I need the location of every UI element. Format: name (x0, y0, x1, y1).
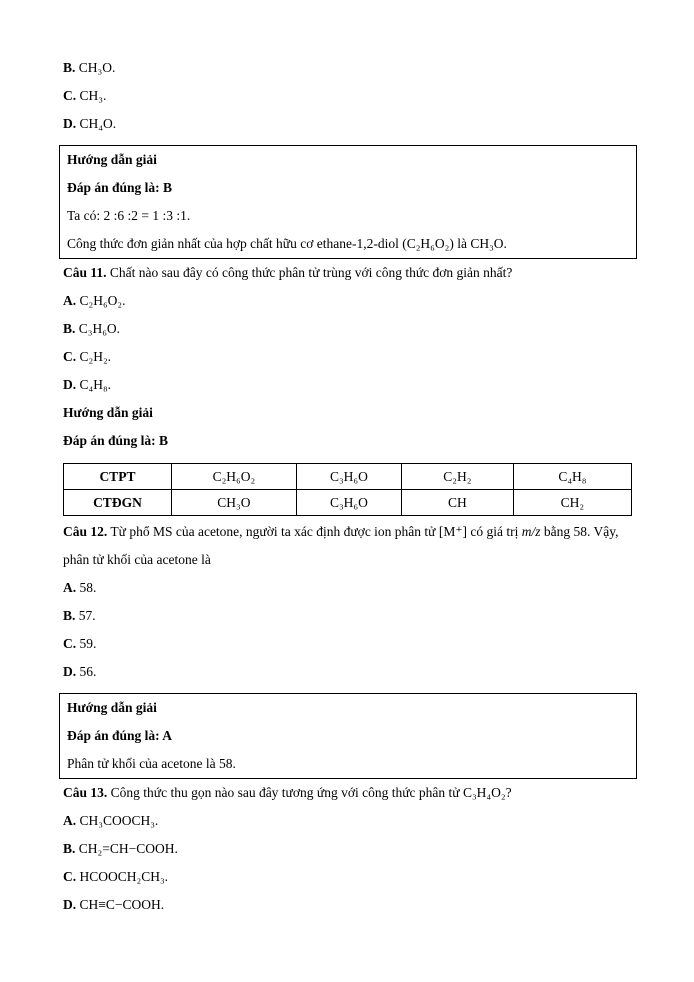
solution-heading: Hướng dẫn giải (67, 700, 157, 715)
option-text: 59. (76, 636, 97, 651)
question-text: Chất nào sau đây có công thức phân tử trùng với công thức đơn giản nhất? (106, 265, 513, 280)
table-cell: CH₂ (513, 490, 631, 516)
question-label: Câu 13. (63, 785, 108, 800)
table-row (64, 490, 632, 516)
option-letter: C. (63, 88, 77, 103)
table-cell: C₃H₆O (296, 464, 401, 490)
answer-option-q12-b (63, 602, 632, 630)
question-13 (63, 779, 632, 807)
table-cell: C₃H₆O (296, 490, 401, 516)
option-text: CH₄O. (76, 116, 117, 131)
table-row (64, 464, 632, 490)
answer-option-q12-c (63, 630, 632, 658)
table-cell-header: CTĐGN (64, 490, 172, 516)
solution-heading: Hướng dẫn giải (63, 405, 153, 420)
answer-option-q11-a (63, 287, 632, 315)
solution-heading: Hướng dẫn giải (67, 152, 157, 167)
option-letter: B. (63, 60, 76, 75)
option-text: 56. (76, 664, 97, 679)
table-cell: CH₃O (171, 490, 296, 516)
option-letter: A. (63, 813, 77, 828)
question-label: Câu 11. (63, 265, 107, 280)
answer-option-q10-c (63, 82, 632, 110)
option-letter: D. (63, 377, 77, 392)
solution-line: Ta có: 2 :6 :2 = 1 :3 :1. (67, 208, 191, 223)
option-text: HCOOCH₂CH₃. (76, 869, 169, 884)
option-letter: B. (63, 608, 76, 623)
option-text: CH₂=CH−COOH. (75, 841, 178, 856)
option-letter: B. (63, 321, 76, 336)
table-cell: C₂H₂ (401, 464, 513, 490)
question-11 (63, 259, 632, 287)
answer-option-q13-d (63, 891, 632, 919)
option-letter: A. (63, 580, 77, 595)
option-letter: C. (63, 349, 77, 364)
option-letter: A. (63, 293, 77, 308)
option-text: 57. (75, 608, 96, 623)
option-letter: D. (63, 897, 77, 912)
option-text: CH₃. (76, 88, 107, 103)
option-text: C₂H₆O₂. (76, 293, 126, 308)
option-text: C₃H₆O. (75, 321, 121, 336)
table-cell: C₄H₈ (513, 464, 631, 490)
option-letter: D. (63, 664, 77, 679)
answer-option-q13-c (63, 863, 632, 891)
question-text: Từ phổ MS của acetone, người ta xác định được ion phân tử [M⁺] có giá trị (107, 524, 522, 539)
question-text: bằng 58. Vậy, phân tử khối của acetone là (63, 524, 619, 567)
question-text: Công thức thu gọn nào sau đây tương ứng với công thức phân tử C₃H₄O₂? (107, 785, 512, 800)
option-text: C₂H₂. (76, 349, 112, 364)
answer-option-q10-b (63, 54, 632, 82)
answer-option-q11-d (63, 371, 632, 399)
answer-option-q10-d (63, 110, 632, 138)
answer-option-q13-b (63, 835, 632, 863)
option-text: CH≡C−COOH. (76, 897, 165, 912)
table-cell: CH (401, 490, 513, 516)
answer-option-q13-a (63, 807, 632, 835)
option-letter: C. (63, 869, 77, 884)
option-text: 58. (76, 580, 97, 595)
answer-option-q12-d (63, 658, 632, 686)
option-letter: B. (63, 841, 76, 856)
solution-box-q10 (59, 145, 637, 259)
option-text: CH₃COOCH₃. (76, 813, 159, 828)
table-cell-header: CTPT (64, 464, 172, 490)
question-label: Câu 12. (63, 524, 108, 539)
solution-box-q12 (59, 693, 637, 779)
solution-answer: Đáp án đúng là: B (67, 180, 173, 195)
solution-answer: Đáp án đúng là: A (67, 728, 173, 743)
question-12 (63, 518, 632, 574)
formula-table (63, 463, 632, 516)
option-letter: C. (63, 636, 77, 651)
option-letter: D. (63, 116, 77, 131)
option-text: C₄H₈. (76, 377, 112, 392)
mz-symbol: m/z (521, 524, 541, 539)
solution-line: Công thức đơn giản nhất của hợp chất hữu cơ ethane-1,2-diol (C₂H₆O₂) là CH₃O. (67, 236, 507, 251)
solution-line: Phân tử khối của acetone là 58. (67, 756, 236, 771)
answer-option-q11-c (63, 343, 632, 371)
solution-answer: Đáp án đúng là: B (63, 433, 169, 448)
option-text: CH₃O. (75, 60, 116, 75)
table-cell: C₂H₆O₂ (171, 464, 296, 490)
answer-option-q12-a (63, 574, 632, 602)
answer-option-q11-b (63, 315, 632, 343)
